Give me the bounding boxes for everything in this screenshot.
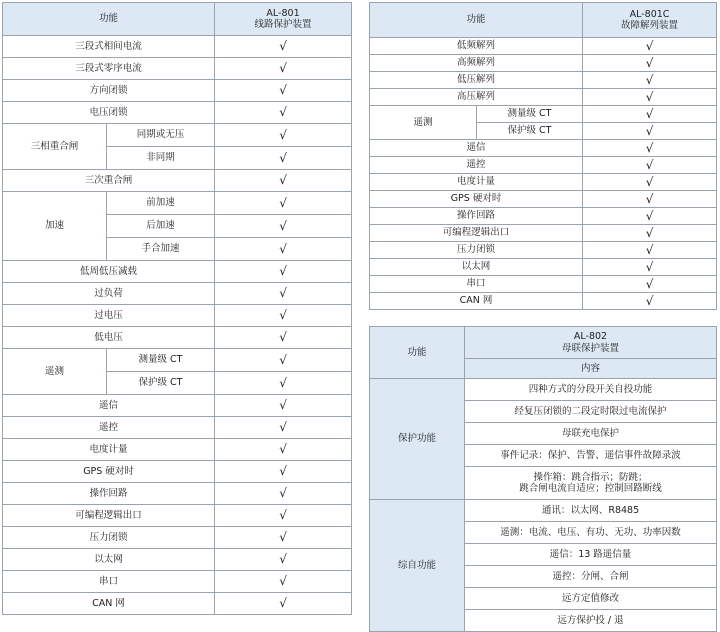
table-row [370, 106, 717, 123]
function-label: 低压解列 [370, 72, 583, 89]
check-mark: √ [583, 259, 717, 276]
sub-function-label: 测量级 CT [107, 349, 215, 372]
function-label: 过负荷 [3, 283, 215, 305]
sub-function-label: 保护级 CT [477, 123, 583, 140]
check-mark: √ [215, 58, 352, 80]
table-row [370, 259, 717, 276]
model-name: 母联保护装置 [561, 342, 619, 354]
table-row [3, 593, 352, 615]
table-header-row [370, 3, 717, 38]
table-row [370, 72, 717, 89]
table-row [370, 157, 717, 174]
function-group-label: 遥测 [3, 349, 107, 395]
check-mark: √ [583, 123, 717, 140]
table-row [370, 55, 717, 72]
function-label: 高压解列 [370, 89, 583, 106]
content-line: 跳合闸电流自适应；控制回路断线 [519, 483, 662, 494]
function-label: 操作回路 [370, 208, 583, 225]
function-label: 串口 [3, 571, 215, 593]
content-cell: 母联充电保护 [465, 423, 717, 445]
function-group-label: 综自功能 [370, 500, 465, 632]
function-label: 以太网 [3, 549, 215, 571]
table-row [3, 571, 352, 593]
check-mark: √ [215, 305, 352, 327]
function-label: 电压闭锁 [3, 102, 215, 124]
table-row [370, 242, 717, 259]
check-mark: √ [215, 147, 352, 170]
check-mark: √ [215, 327, 352, 349]
function-label: 压力闭锁 [3, 527, 215, 549]
check-mark: √ [215, 461, 352, 483]
check-mark: √ [583, 157, 717, 174]
check-mark: √ [215, 102, 352, 124]
al801c-function-table [369, 2, 717, 310]
function-label: 三段式零序电流 [3, 58, 215, 80]
check-mark: √ [215, 439, 352, 461]
table-row [3, 124, 352, 147]
table-row [3, 102, 352, 124]
function-label: 串口 [370, 276, 583, 293]
function-label: 电度计量 [3, 439, 215, 461]
check-mark: √ [215, 549, 352, 571]
function-label: CAN 网 [370, 293, 583, 310]
function-label: 方向闭锁 [3, 80, 215, 102]
content-cell: 遥测：电流、电压、有功、无功、功率因数 [465, 522, 717, 544]
check-mark: √ [215, 505, 352, 527]
check-mark: √ [583, 106, 717, 123]
table-row [3, 261, 352, 283]
content-cell: 远方定值修改 [465, 588, 717, 610]
check-mark: √ [215, 527, 352, 549]
content-header: 内容 [465, 359, 717, 379]
function-group-label: 加速 [3, 192, 107, 261]
function-label: 过电压 [3, 305, 215, 327]
table-row [3, 417, 352, 439]
table-row [370, 140, 717, 157]
table-row [3, 283, 352, 305]
check-mark: √ [215, 395, 352, 417]
function-label: 低电压 [3, 327, 215, 349]
model-header [465, 327, 717, 359]
model-header [583, 3, 717, 38]
table-row [3, 439, 352, 461]
table-row [370, 276, 717, 293]
function-label: 低周低压减载 [3, 261, 215, 283]
al802-function-table [369, 326, 717, 632]
model-code: AL-801C [629, 8, 670, 20]
table-row [370, 293, 717, 310]
check-mark: √ [215, 571, 352, 593]
check-mark: √ [215, 192, 352, 215]
table-row [370, 500, 717, 522]
check-mark: √ [583, 242, 717, 259]
table-row [3, 505, 352, 527]
function-label: 压力闭锁 [370, 242, 583, 259]
check-mark: √ [583, 276, 717, 293]
model-header [215, 3, 352, 36]
function-label: 遥控 [3, 417, 215, 439]
function-group-label: 三相重合闸 [3, 124, 107, 170]
check-mark: √ [583, 55, 717, 72]
check-mark: √ [215, 372, 352, 395]
table-row [370, 89, 717, 106]
table-row [3, 36, 352, 58]
sub-function-label: 手合加速 [107, 238, 215, 261]
check-mark: √ [583, 72, 717, 89]
table-row [3, 58, 352, 80]
check-mark: √ [215, 124, 352, 147]
check-mark: √ [215, 261, 352, 283]
function-label: 可编程逻辑出口 [3, 505, 215, 527]
function-group-label: 遥测 [370, 106, 477, 140]
table-row [3, 461, 352, 483]
function-label: 低频解列 [370, 38, 583, 55]
content-cell: 经复压闭锁的二段定时限过电流保护 [465, 401, 717, 423]
function-label: 电度计量 [370, 174, 583, 191]
table-row [3, 349, 352, 372]
check-mark: √ [583, 191, 717, 208]
table-row [370, 38, 717, 55]
table-row [3, 170, 352, 192]
table-row [370, 225, 717, 242]
table-header-row [3, 3, 352, 36]
table-row [3, 305, 352, 327]
check-mark: √ [215, 593, 352, 615]
function-label: 三段式相间电流 [3, 36, 215, 58]
sub-function-label: 非同期 [107, 147, 215, 170]
model-name: 故障解列装置 [621, 20, 679, 31]
sub-function-label: 同期或无压 [107, 124, 215, 147]
table-row [3, 395, 352, 417]
function-label: CAN 网 [3, 593, 215, 615]
function-label: 遥控 [370, 157, 583, 174]
function-label: 高频解列 [370, 55, 583, 72]
check-mark: √ [215, 283, 352, 305]
table-row [370, 379, 717, 401]
check-mark: √ [583, 89, 717, 106]
function-label: GPS 硬对时 [370, 191, 583, 208]
table-row [3, 80, 352, 102]
check-mark: √ [215, 349, 352, 372]
sub-function-label: 后加速 [107, 215, 215, 238]
function-label: 遥信 [3, 395, 215, 417]
check-mark: √ [583, 174, 717, 191]
function-header: 功能 [370, 3, 583, 38]
check-mark: √ [215, 417, 352, 439]
function-header: 功能 [3, 3, 215, 36]
table-row [3, 527, 352, 549]
function-label: 遥信 [370, 140, 583, 157]
sub-function-label: 测量级 CT [477, 106, 583, 123]
content-cell: 远方保护投 / 退 [465, 610, 717, 632]
content-cell: 遥控：分闸、合闸 [465, 566, 717, 588]
check-mark: √ [583, 38, 717, 55]
content-cell [465, 467, 717, 500]
table-row [3, 483, 352, 505]
table-row [3, 192, 352, 215]
check-mark: √ [215, 170, 352, 192]
model-name: 线路保护装置 [254, 19, 312, 30]
table-row [370, 174, 717, 191]
function-label: 可编程逻辑出口 [370, 225, 583, 242]
check-mark: √ [583, 225, 717, 242]
check-mark: √ [215, 238, 352, 261]
check-mark: √ [215, 215, 352, 238]
sub-function-label: 前加速 [107, 192, 215, 215]
content-cell: 事件记录：保护、告警、遥信事件故障录波 [465, 445, 717, 467]
content-cell: 四种方式的分段开关自投功能 [465, 379, 717, 401]
function-label: 操作回路 [3, 483, 215, 505]
content-cell: 遥信：13 路遥信量 [465, 544, 717, 566]
function-header: 功能 [370, 327, 465, 379]
table-row [370, 208, 717, 225]
function-label: GPS 硬对时 [3, 461, 215, 483]
content-cell: 通讯：以太网、R8485 [465, 500, 717, 522]
check-mark: √ [583, 293, 717, 310]
table-row [3, 549, 352, 571]
function-label: 以太网 [370, 259, 583, 276]
check-mark: √ [583, 140, 717, 157]
model-code: AL-801 [266, 7, 300, 19]
table-row [3, 327, 352, 349]
sub-function-label: 保护级 CT [107, 372, 215, 395]
check-mark: √ [215, 80, 352, 102]
check-mark: √ [215, 483, 352, 505]
function-label: 三次重合闸 [3, 170, 215, 192]
check-mark: √ [583, 208, 717, 225]
content-line: 操作箱：跳合指示；防跳； [533, 471, 648, 483]
al801-function-table [2, 2, 352, 615]
function-group-label: 保护功能 [370, 379, 465, 500]
model-code: AL-802 [573, 331, 608, 343]
table-header-row [370, 327, 717, 359]
table-row [370, 191, 717, 208]
check-mark: √ [215, 36, 352, 58]
